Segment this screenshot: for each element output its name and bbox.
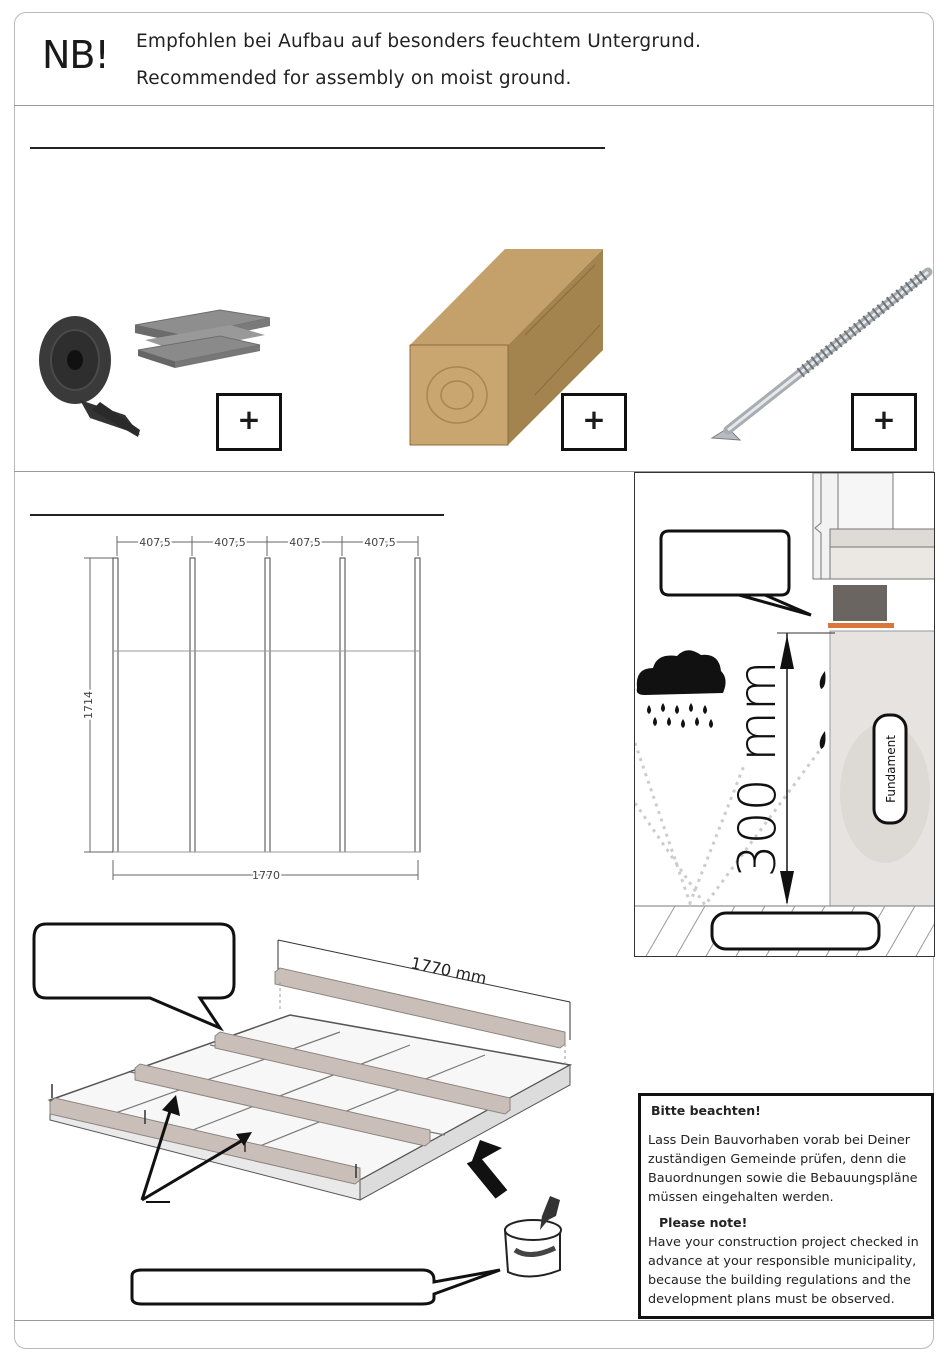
- plan-title-line: [30, 514, 444, 516]
- assembly-drawing: [30, 920, 630, 1320]
- note-english: Recommended for assembly on moist ground.: [136, 68, 572, 89]
- height-label: 1714: [82, 691, 95, 719]
- spacing-label-1: 407,5: [139, 536, 171, 549]
- plus-icon: +: [872, 403, 896, 436]
- length-label: 1770 mm: [409, 953, 489, 988]
- plus-icon: +: [582, 403, 606, 436]
- spacing-label-4: 407,5: [364, 536, 396, 549]
- add-screw-button[interactable]: [851, 393, 917, 451]
- notice-text-english: Have your construction project checked in advance at your responsible municipality, because the building regulations and the development plans must be observed.: [648, 1235, 919, 1307]
- spacing-label-3: 407,5: [289, 536, 321, 549]
- notice-title-german: Bitte beachten!: [651, 1103, 761, 1118]
- foundation-drawing: [635, 473, 935, 957]
- add-wooden-beam-button[interactable]: [561, 393, 627, 451]
- note-german: Empfohlen bei Aufbau auf besonders feuchtem Untergrund.: [136, 31, 702, 52]
- fundament-label: Fundament: [884, 735, 898, 803]
- notice-box: [638, 1093, 934, 1319]
- floor-plan-drawing: [80, 530, 430, 890]
- notice-title-english: Please note!: [659, 1215, 748, 1230]
- notice-text-german: Lass Dein Bauvorhaben vorab bei Deiner zuständigen Gemeinde prüfen, denn die Bauordnungen sowie die Bebauungspläne müssen eingehalten werden.: [648, 1133, 918, 1205]
- materials-title-line: [30, 147, 605, 149]
- width-label: 1770: [252, 869, 280, 882]
- footer-divider: [14, 1320, 934, 1321]
- nb-label: NB!: [42, 33, 109, 77]
- header-divider: [14, 105, 934, 106]
- plus-icon: +: [237, 403, 261, 436]
- add-rubber-pads-button[interactable]: [216, 393, 282, 451]
- foundation-panel: [634, 472, 935, 957]
- spacing-label-2: 407,5: [214, 536, 246, 549]
- height-300-label: 300 mm: [728, 660, 788, 878]
